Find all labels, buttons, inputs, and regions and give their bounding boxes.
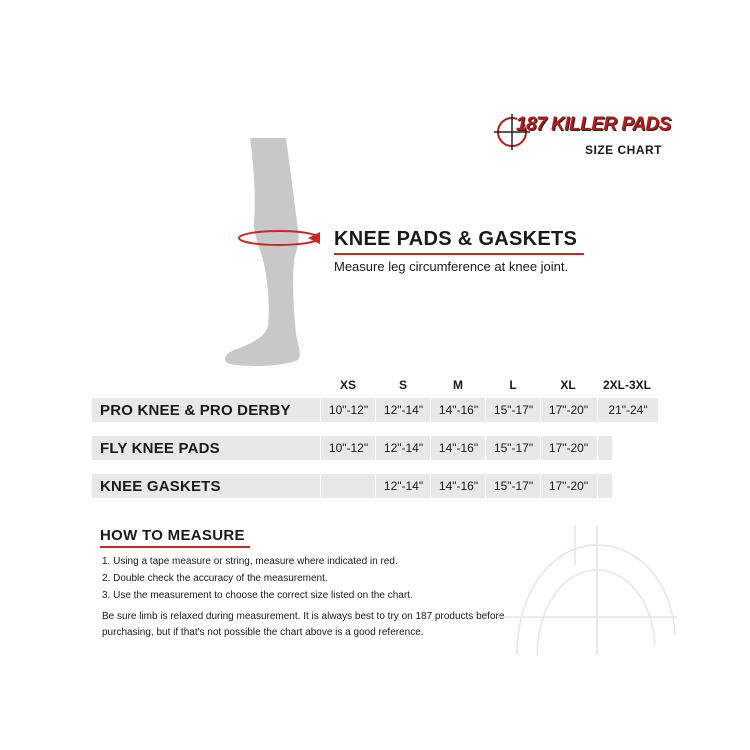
- table-cell: 14"-16": [438, 479, 479, 493]
- table-cell: 17"-20": [548, 479, 589, 493]
- table-cell: 15"-17": [493, 479, 534, 493]
- column-divider: [430, 398, 431, 498]
- section-title: KNEE PADS & GASKETS: [334, 228, 578, 250]
- table-cell: 12"-14": [383, 441, 424, 455]
- crosshair-watermark-icon: [497, 525, 677, 655]
- table-cell: 10"-12": [328, 403, 369, 417]
- table-cell: 12"-14": [383, 479, 424, 493]
- row-label: FLY KNEE PADS: [100, 440, 220, 457]
- size-header-m: M: [453, 378, 463, 392]
- column-divider: [375, 398, 376, 498]
- size-header-l: L: [509, 378, 517, 392]
- measurement-note: Be sure limb is relaxed during measurement. It is always best to try on 187 products before purchasing, but if that's not possible the chart above is a good reference.: [102, 611, 505, 638]
- column-divider: [540, 398, 541, 498]
- row-label: PRO KNEE & PRO DERBY: [100, 402, 291, 419]
- size-header-s: S: [398, 378, 407, 392]
- table-cell: 17"-20": [548, 403, 589, 417]
- table-cell: 14"-16": [438, 403, 479, 417]
- title-underline: [100, 546, 250, 548]
- column-divider: [320, 398, 321, 498]
- logo-text: 187 KILLER PADS: [516, 114, 671, 135]
- column-divider: [485, 398, 486, 498]
- table-cell: 15"-17": [493, 441, 534, 455]
- column-divider: [597, 398, 598, 498]
- table-cell: 12"-14": [383, 403, 424, 417]
- size-header-xs: XS: [339, 378, 356, 392]
- section-subtitle: Measure leg circumference at knee joint.: [334, 259, 569, 274]
- instruction-step: 2. Double check the accuracy of the measurement.: [102, 573, 328, 584]
- how-to-measure-title: HOW TO MEASURE: [100, 527, 245, 544]
- leg-illustration: [222, 138, 342, 370]
- table-cell: 17"-20": [548, 441, 589, 455]
- table-cell: 21"-24": [598, 398, 658, 422]
- table-cell: 10"-12": [328, 441, 369, 455]
- row-label: KNEE GASKETS: [100, 478, 221, 495]
- brand-logo: [494, 114, 670, 162]
- title-underline: [334, 253, 584, 255]
- table-cell: 14"-16": [438, 441, 479, 455]
- instruction-step: 3. Use the measurement to choose the correct size listed on the chart.: [102, 590, 413, 601]
- size-header-xl: XL: [560, 378, 576, 392]
- size-chart-label: SIZE CHART: [585, 143, 662, 157]
- size-header-2xl-3xl: 2XL-3XL: [602, 378, 651, 392]
- table-cell: 15"-17": [493, 403, 534, 417]
- instruction-step: 1. Using a tape measure or string, measure where indicated in red.: [102, 556, 398, 567]
